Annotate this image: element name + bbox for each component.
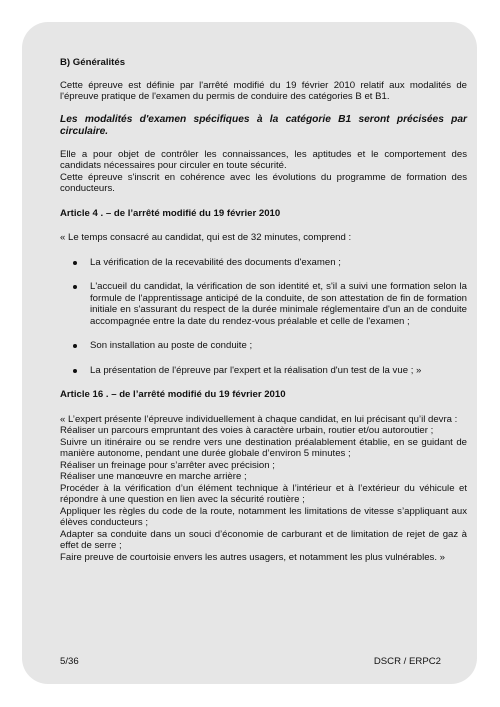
document-reference: DSCR / ERPC2 [373, 656, 441, 667]
article16-line: Réaliser une manœuvre en marche arrière ; [60, 471, 247, 482]
article16-line: Procéder à la vérification d’un élément technique à l’intérieur et à l’extérieur du véhicule et répondre à une question en lien avec la sécurité routière ; [60, 482, 467, 505]
article16-line: « L’expert présente l’épreuve individuellement à chaque candidat, en lui précisant qu’il devra : [60, 413, 458, 425]
article16-line: Adapter sa conduite dans un souci d’économie de carburant et de limitation de rejet de gaz à effet de serre ; [60, 528, 467, 551]
article16-line: Faire preuve de courtoisie envers les autres usagers, et notamment les plus vulnérables. » [60, 551, 446, 563]
bullet-icon [73, 344, 77, 348]
page-number: 5/36 [60, 656, 79, 667]
list-item: La vérification de la recevabilité des documents d'examen ; [60, 257, 467, 269]
article4-lead: « Le temps consacré au candidat, qui est de 32 minutes, comprend : [60, 232, 352, 243]
list-item: L'accueil du candidat, la vérification de son identité et, s'il a suivi une formation selon la formule de l'apprentissage anticipé de la conduite, de son attestation de fin de formation initiale en s'assurant du respect de la durée minimale réglementaire d'un an de conduite accompagnée entre la date du rendez-vous préalable et celle de l'examen ; [60, 281, 467, 327]
article16-body [60, 414, 467, 564]
bullet-icon [73, 369, 77, 373]
article16-line: Appliquer les règles du code de la route, notamment les limitations de vitesse s’appliquant aux élèves conducteurs ; [60, 505, 467, 528]
article4-list [60, 257, 467, 377]
objective-paragraph: Elle a pour objet de contrôler les connaissances, les aptitudes et le comportement des candidats nécessaires pour circuler en toute sécurité. [60, 148, 467, 171]
article4-title: Article 4 . – de l’arrêté modifié du 19 février 2010 [60, 207, 281, 219]
page-content [60, 57, 467, 563]
coherence-paragraph: Cette épreuve s'inscrit en cohérence avec les évolutions du programme de formation des conducteurs. [60, 171, 467, 194]
bullet-icon [73, 261, 77, 265]
section-title: B) Généralités [60, 57, 126, 68]
article16-title: Article 16 . – de l’arrêté modifié du 19 février 2010 [60, 389, 286, 400]
list-item: La présentation de l'épreuve par l'expert et la réalisation d'un test de la vue ; » [60, 365, 467, 377]
page-footer [60, 656, 441, 667]
document-page [22, 22, 477, 684]
bullet-icon [73, 285, 77, 289]
intro-paragraph: Cette épreuve est définie par l'arrêté modifié du 19 février 2010 relatif aux modalités de l'épreuve pratique de l'examen du permis de conduire des catégories B et B1. [60, 79, 467, 102]
article16-line: Suivre un itinéraire ou se rendre vers une destination préalablement établie, en se guidant de manière autonome, pendant une durée globale d’environ 5 minutes ; [60, 436, 467, 459]
article16-line: Réaliser un parcours empruntant des voies à caractère urbain, routier et/ou autoroutier ; [60, 425, 434, 436]
article16-line: Réaliser un freinage pour s’arrêter avec précision ; [60, 459, 275, 471]
b1-note: Les modalités d'examen spécifiques à la catégorie B1 seront précisées par circulaire. [60, 113, 467, 137]
list-item: Son installation au poste de conduite ; [60, 340, 467, 352]
